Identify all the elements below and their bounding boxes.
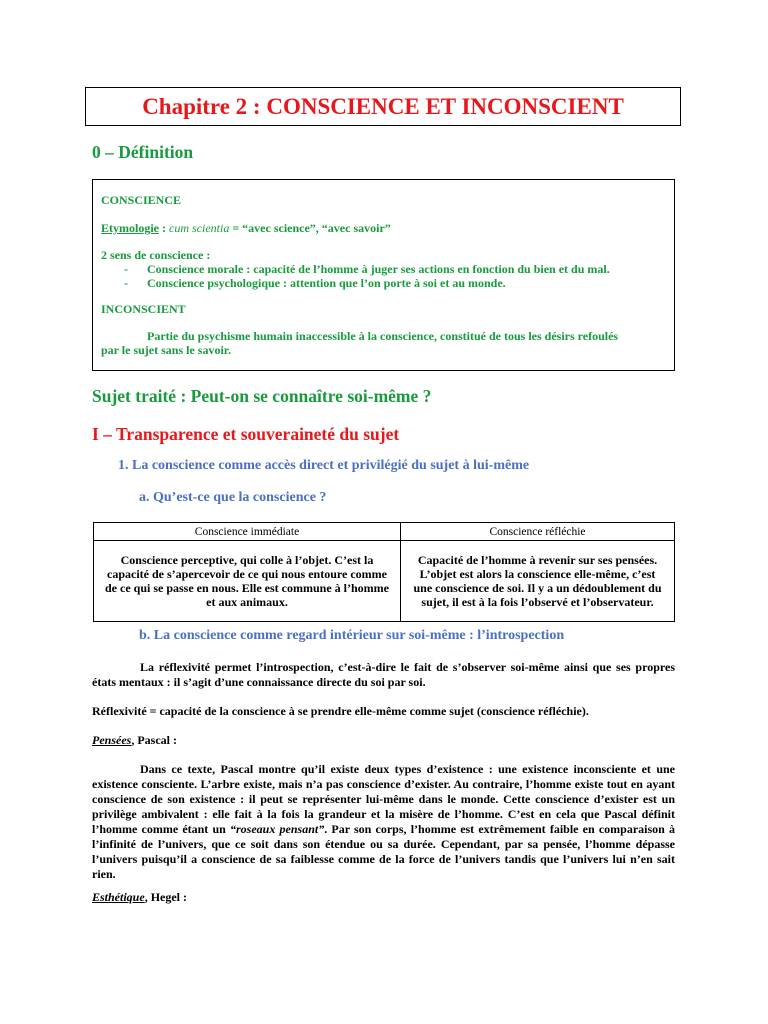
hegel-work-title: Esthétique bbox=[92, 890, 145, 904]
table-header-immediate: Conscience immédiate bbox=[94, 523, 401, 541]
table-cell-immediate: Conscience perceptive, qui colle à l’objet. C’est la capacité de s’apercevoir de ce qui nous entoure comme de ce qui se passe en nous. Elle est commune à l’homme et aux animaux. bbox=[94, 541, 401, 622]
sujet-heading: Sujet traité : Peut-on se connaître soi-même ? bbox=[92, 386, 432, 406]
etymologie-sep: : bbox=[159, 221, 169, 235]
section-a-heading: a. Qu’est-ce que la conscience ? bbox=[139, 490, 327, 505]
chapter-title: Chapitre 2 : CONSCIENCE ET INCONSCIENT bbox=[142, 93, 624, 119]
section-b-heading: b. La conscience comme regard intérieur sur soi-même : l’introspection bbox=[139, 628, 565, 643]
etymologie-line bbox=[101, 221, 391, 235]
hegel-reference bbox=[92, 890, 675, 905]
pascal-text-part-1: Dans ce texte, Pascal montre qu’il existe deux types d’existence : une existence inconsciente et une existence consciente. L’arbre existe, mais n’a pas conscience d’exister. Au contraire, l’homme existe tout en ayant conscience de son existence : il peut se représenter lui-même dans le monde. Cette conscience d’exister est un privilège ambivalent : elle fait à la fois la grandeur et la misère de l’homme. C’est en cela que Pascal définit l’homme comme étant un bbox=[92, 762, 675, 836]
etymologie-label: Etymologie bbox=[101, 221, 159, 235]
definition-box bbox=[92, 179, 675, 371]
table-header-reflechie: Conscience réfléchie bbox=[401, 523, 675, 541]
pascal-text-part-2: . Par son corps, l’homme est extrêmement faible en comparaison à l’infinité de l’univers, que ce soit dans son étendue ou sa durée. Cependant, par sa pensée, l’homme dépasse l’univers puisqu’il a conscience de sa faiblesse comme de la force de l’univers tandis que l’univers lui n’en sait rien. bbox=[92, 822, 676, 881]
sens-dash-2: - bbox=[124, 276, 128, 290]
inconscient-def-2: par le sujet sans le savoir. bbox=[101, 343, 232, 357]
etymologie-rest: = “avec science”, “avec savoir” bbox=[229, 221, 391, 235]
table-cell-reflechie: Capacité de l’homme à revenir sur ses pensées. L’objet est alors la conscience elle-même, c’est une conscience de soi. Il y a un dédoublement du sujet, il est à la fois l’observé et l’observateur. bbox=[401, 541, 675, 622]
definition-heading: 0 – Définition bbox=[92, 142, 194, 162]
paragraph-reflexivite-def: Réflexivité = capacité de la conscience à se prendre elle-même comme sujet (conscience réfléchie). bbox=[92, 704, 589, 718]
conscience-table bbox=[93, 522, 675, 622]
pascal-author: , Pascal : bbox=[131, 733, 177, 747]
sens-dash-1: - bbox=[124, 262, 128, 276]
table-header-row bbox=[94, 523, 675, 541]
chapter-title-box bbox=[85, 87, 681, 126]
pascal-work-title: Pensées bbox=[92, 733, 132, 747]
inconscient-def-1: Partie du psychisme humain inaccessible à la conscience, constitué de tous les désirs refoulés bbox=[147, 329, 619, 343]
conscience-label: CONSCIENCE bbox=[101, 193, 182, 207]
pascal-reference bbox=[92, 733, 675, 748]
paragraph-pascal bbox=[92, 762, 675, 882]
hegel-author: , Hegel : bbox=[144, 890, 188, 904]
inconscient-label: INCONSCIENT bbox=[101, 302, 186, 316]
table-row bbox=[94, 541, 675, 622]
sens-item-2: Conscience psychologique : attention que l’on porte à soi et au monde. bbox=[147, 276, 506, 290]
section-1-heading: 1. La conscience comme accès direct et privilégié du sujet à lui-même bbox=[118, 458, 530, 473]
part-i-heading: I – Transparence et souveraineté du sujet bbox=[92, 424, 400, 444]
etymologie-latin: cum scientia bbox=[169, 221, 230, 235]
sens-intro: 2 sens de conscience : bbox=[101, 248, 211, 262]
paragraph-reflexivite: La réflexivité permet l’introspection, c’est-à-dire le fait de s’observer soi-même ainsi que ses propres états mentaux : il s’agit d’une connaissance directe du soi par soi. bbox=[92, 660, 675, 689]
pascal-quote: “roseaux pensant” bbox=[230, 822, 325, 836]
sens-item-1: Conscience morale : capacité de l’homme à juger ses actions en fonction du bien et du mal. bbox=[147, 262, 610, 276]
